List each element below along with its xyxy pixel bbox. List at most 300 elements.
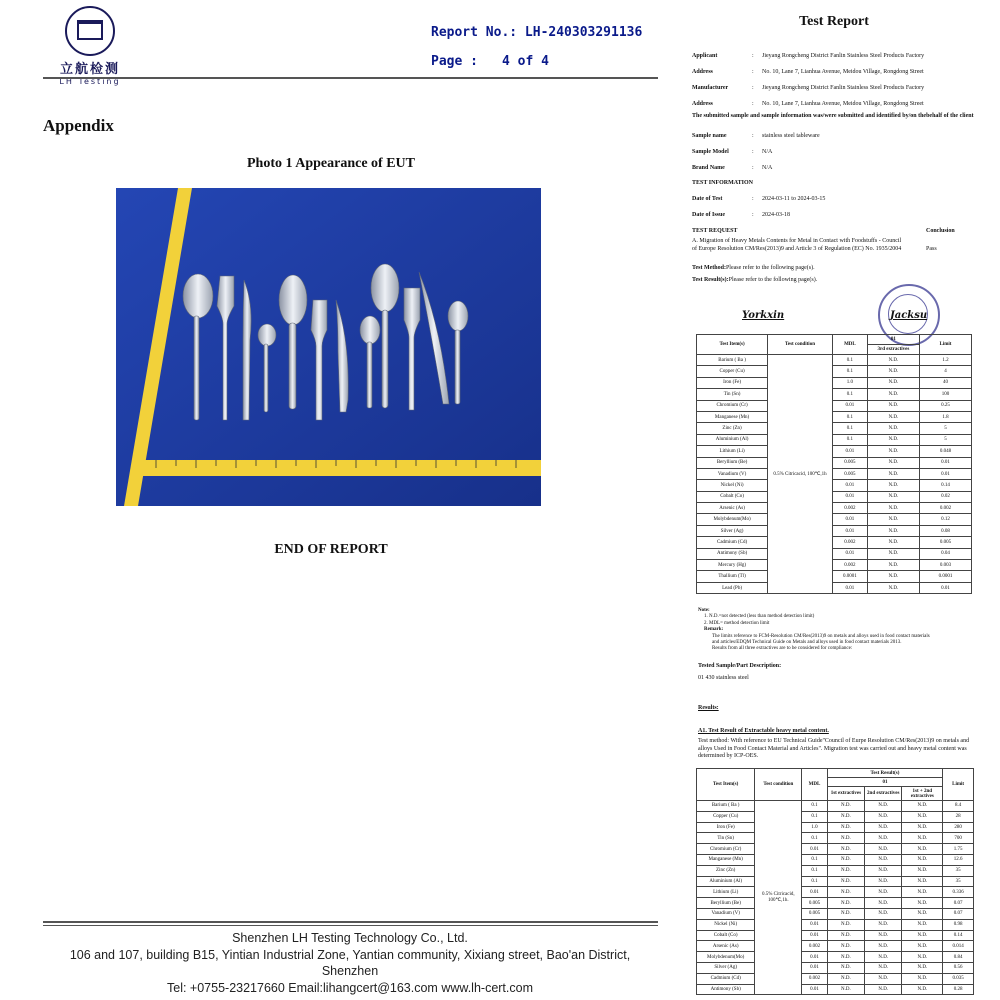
footer-contact: Tel: +0755-23217660 Email:lihangcert@163.com www.lh-cert.com: [167, 980, 533, 995]
table-cell: 0.14: [943, 930, 974, 941]
table-cell: Silver (Ag): [697, 525, 768, 536]
table-cell: 0.01: [832, 582, 867, 593]
field-value: stainless steel tableware: [762, 133, 820, 139]
table-cell: N.D.: [865, 811, 902, 822]
table-row: [697, 411, 972, 422]
photo-title: Photo 1 Appearance of EUT: [247, 156, 415, 171]
field-value: No. 10, Lane 7, Lianhua Avenue, Meidou Village, Rongdong Street: [762, 69, 924, 75]
table-cell: N.D.: [867, 480, 919, 491]
table-cell: 0.08: [919, 525, 971, 536]
table-row: [697, 984, 974, 995]
table-cell: Aluminium (Al): [697, 876, 755, 887]
table-cell: N.D.: [865, 941, 902, 952]
table-cell: 0.1: [832, 366, 867, 377]
table-cell: Cobalt (Co): [697, 930, 755, 941]
table-cell: N.D.: [865, 908, 902, 919]
table-cell: 0.003: [919, 560, 971, 571]
table-cell: N.D.: [902, 941, 943, 952]
table-cell: 1.8: [919, 411, 971, 422]
table-cell: N.D.: [827, 865, 864, 876]
table-cell: 0.1: [832, 355, 867, 366]
table-cell: Cadmium (Cd): [697, 537, 768, 548]
table-cell: N.D.: [902, 908, 943, 919]
table-cell: Aluminium (Al): [697, 434, 768, 445]
table-cell: Arsenic (As): [697, 941, 755, 952]
table-cell: 0.002: [832, 503, 867, 514]
field-label: Applicant: [692, 53, 718, 59]
table-cell: 0.005: [802, 898, 827, 909]
table-cell: 0.01: [832, 446, 867, 457]
table-row: [697, 446, 972, 457]
table-row: [697, 973, 974, 984]
table-cell: Vanadium (V): [697, 908, 755, 919]
table-cell: N.D.: [827, 898, 864, 909]
table-row: [697, 876, 974, 887]
table-cell: 40: [919, 377, 971, 388]
table-cell: N.D.: [902, 919, 943, 930]
logo-emblem-icon: [65, 6, 115, 56]
table-cell: 0.005: [802, 908, 827, 919]
table-row: [697, 930, 974, 941]
table-cell: 0.005: [832, 468, 867, 479]
signature-1: Yorkxin: [742, 310, 785, 321]
table-cell: N.D.: [827, 876, 864, 887]
table-row: [697, 457, 972, 468]
table-subheader: 1st extractives: [827, 787, 864, 801]
table-cell: N.D.: [867, 423, 919, 434]
table-cell: 0.005: [919, 537, 971, 548]
a1-text: Test method: With reference to EU Technical Guide"Council of Eurpe Resolution CM/Res(2013)9 on metals and alloys Used in Food Contact Material and Articles". Migration test was carried out and heavy metal content was determined by ICP-OES.: [698, 738, 970, 759]
table-cell: Manganese (Mn): [697, 411, 768, 422]
table-cell: N.D.: [865, 844, 902, 855]
table-cell: N.D.: [902, 876, 943, 887]
table-cell: Zinc (Zn): [697, 423, 768, 434]
table-cell: Antimony (Sb): [697, 548, 768, 559]
table-cell: 1.0: [832, 377, 867, 388]
table-cell: Beryllium (Be): [697, 898, 755, 909]
table-cell: N.D.: [865, 801, 902, 812]
table-cell: 0.56: [943, 962, 974, 973]
table-cell: 0.002: [919, 503, 971, 514]
table-subheader: 1st + 2nd extractives: [902, 787, 943, 801]
logo-chinese-text: 立航检测: [59, 62, 120, 77]
table-cell: 0.01: [802, 844, 827, 855]
table-cell: 0.002: [832, 560, 867, 571]
table-row: [697, 941, 974, 952]
table-cell: N.D.: [827, 908, 864, 919]
table-cell: N.D.: [867, 468, 919, 479]
table-cell: N.D.: [902, 801, 943, 812]
field-label: Manufacturer: [692, 85, 729, 91]
table-cell: Lithium (Li): [697, 446, 768, 457]
table-cell: 0.01: [832, 525, 867, 536]
table-cell: Molybdenum(Mo): [697, 952, 755, 963]
test-method-label: Test Method:: [692, 265, 726, 271]
table-row: [697, 366, 972, 377]
table-cell: 0.1: [832, 411, 867, 422]
table-cell: 0.25: [919, 400, 971, 411]
table-cell: N.D.: [865, 952, 902, 963]
table-cell: N.D.: [827, 930, 864, 941]
table-cell: 0.01: [802, 952, 827, 963]
test-request-heading: TEST REQUEST: [692, 228, 738, 234]
footer: [30, 930, 670, 996]
field-value: No. 10, Lane 7, Lianhua Avenue, Meidou Village, Rongdong Street: [762, 101, 924, 107]
table-cell: N.D.: [827, 801, 864, 812]
table-cell: 28: [943, 811, 974, 822]
table-cell: Tin (Sn): [697, 833, 755, 844]
table-cell: N.D.: [867, 548, 919, 559]
test-report-title: Test Report: [799, 14, 869, 29]
table-cell: N.D.: [867, 400, 919, 411]
table-cell: N.D.: [902, 865, 943, 876]
table-cell: N.D.: [865, 962, 902, 973]
table-row: [697, 811, 974, 822]
test-result-label: Test Result(s):: [692, 277, 729, 283]
table-cell: 0.07: [943, 898, 974, 909]
note-line: 1. N.D.=not detected (less than method detection limit): [704, 614, 815, 620]
table-cell: 0.0001: [832, 571, 867, 582]
logo-english-text: LH Testing: [59, 77, 121, 86]
table-cell: 0.0001: [919, 571, 971, 582]
table-header: Test Item(s): [697, 335, 768, 355]
table-cell: Mercury (Hg): [697, 560, 768, 571]
table-cell: N.D.: [865, 984, 902, 995]
table-cell: 0.01: [802, 984, 827, 995]
table-header: Test condition: [768, 335, 833, 355]
note-line: Remark:: [704, 627, 724, 633]
table-cell: 1.0: [802, 822, 827, 833]
table-row: [697, 548, 972, 559]
table-cell: 0.1: [832, 434, 867, 445]
table-header: Limit: [943, 769, 974, 801]
test-condition-cell: 0.5% Citricacid, 100℃,1h: [768, 355, 833, 594]
table-cell: N.D.: [902, 898, 943, 909]
table-row: [697, 514, 972, 525]
table-row: [697, 962, 974, 973]
table-row: [697, 854, 974, 865]
table-cell: 0.01: [919, 582, 971, 593]
page-label: Page :: [431, 54, 478, 69]
table-cell: N.D.: [902, 822, 943, 833]
table-cell: N.D.: [827, 941, 864, 952]
results-heading: Results:: [698, 705, 719, 711]
field-value: N/A: [762, 165, 773, 171]
table-cell: 0.01: [802, 887, 827, 898]
table-cell: N.D.: [865, 876, 902, 887]
table-cell: Manganese (Mn): [697, 854, 755, 865]
table-cell: 0.01: [802, 930, 827, 941]
table-cell: N.D.: [902, 930, 943, 941]
table-cell: N.D.: [865, 854, 902, 865]
table-header-sample: 01: [827, 778, 943, 787]
report-page-right: Test Report Applicant : Jieyang Rongcheng District Fanlin Stainless Steel Products Factory Address : No. 10, Lane 7, Lianhua Avenue, Meidou Village, Rongdong Street Manufacturer : Jieyang Rongcheng District Fanlin Stainless Steel Products Factory Address : No. 10, Lane 7, Lianhua Avenue, Meidou Village, Rongdong Street The submitted sample and sample information was/were submitted and identified by/on thebehalf of the client Sample name : stainless steel tableware Sample Model : N/A Brand Name : N/A TEST INFORMATION Date of Test : 2024-03-11 to 2024-03-15 Date of Issue : 2024-03-18 TEST REQUEST Conclusion A. Migration of Heavy Metals Contents for Metal in Contact with Foodstuffs - Council of Europe Resolution CM/Res(2013)9 and Article 3 of Regulation (EC) No. 1935/2004 Pass Test Method:Please refer to the following page(s). Test Result(s):Please refer to the following page(s). Yorkxin Jacksu Test Item(s) Test condition MDL 01 Limit 3rd extractives Barium ( Ba ) 0.5% Citricacid, 100℃,1h 0.1 N.D. 1.2 Copper (Cu) 0.1 N.D. 4 Iron (Fe) 1.0 N.D. 40 Tin (Sn) 0.1 N.D. 100 Chromium (Cr) 0.01 N.D. 0.25 Manganese (Mn) 0.1 N.D. 1.8 Zinc (Zn) 0.1 N.D. 5 Aluminium (Al) 0.1 N.D. 5 Lithium (Li) 0.01 N.D. 0.048 Beryllium (Be) 0.005 N.D. 0.01 Vanadium (V) 0.005 N.D. 0.01 Nickel (Ni) 0.01 N.D. 0.14 Cobalt (Co) 0.01 N.D. 0.02 Arsenic (As) 0.002 N.D. 0.002 Molybdenum(Mo) 0.01 N.D. 0.12 Silver (Ag) 0.01 N.D. 0.08 Cadmium (Cd) 0.002 N.D. 0.005 Antimony (Sb) 0.01 N.D. 0.04 Mercury (Hg) 0.002 N.D. 0.003 Thallium (Tl) 0.0001 N.D. 0.0001 Lead (Pb) 0.01 N.D. 0.01 Note: 1. N.D.=not detected (less than method detection limit) 2. MDL= method detection limit Remark: The limits reference to FCM-Resolution CM/Res(2013)9 on metals and alloys used in food contact materials and articles/EDQM Technical Guide on Metals and alloys used in food contact materials 2013. Results from all three extractives are to be considered for compliance: Tested Sample/Part Description: 01 430 stainless steel Results: A1. Test Result of Extractable heavy metal content. Test method: With reference to EU Technical Guide"Council of Eurpe Resolution CM/Res(2013)9 on metals and alloys Used in Food Contact Material and Articles". Migration test was carried out and heavy metal content was determined by ICP-OES. Test Item(s) Test condition MDL Test Result(s) Limit 01 1st extractives 2nd extractives 1st + 2nd extractives Barium ( Ba ) 0.5% Citricacid, 100℃,1h. 0.1 N.D. N.D. N.D. 8.4 Copper (Cu) 0.1 N.D. N.D. N.D. 28 Iron (Fe) 1.0 N.D. N.D. N.D. 280 Tin (Sn) 0.1 N.D. N.D. N.D. 700 Chromium (Cr) 0.01 N.D. N.D. N.D. 1.75 Manganese (Mn) 0.1 N.D. N.D. N.D. 12.6 Zinc (Zn) 0.1 N.D. N.D. N.D. 35 Aluminium (Al) 0.1 N.D. N.D. N.D. 35 Lithium (Li) 0.01 N.D. N.D. N.D. 0.336 Beryllium (Be) 0.005 N.D. N.D. N.D. 0.07 Vanadium (V) 0.005 N.D. N.D. N.D. 0.07 Nickel (Ni) 0.01 N.D. N.D. N.D. 0.98 Cobalt (Co) 0.01 N.D. N.D. N.D. 0.14 Arsenic (As) 0.002 N.D. N.D. N.D. 0.014 Molybdenum(Mo) 0.01 N.D. N.D. N.D. 0.84 Silver (Ag) 0.01 N.D. N.D. N.D. 0.56 Cadmium (Cd) 0.002 N.D. N.D. N.D. 0.035 Antimony (Sb) 0.01 N.D. N.D. N.D. 0.28: [668, 0, 1000, 1000]
table-cell: 700: [943, 833, 974, 844]
table-cell: Chromium (Cr): [697, 400, 768, 411]
table-cell: N.D.: [867, 514, 919, 525]
table-cell: N.D.: [867, 366, 919, 377]
table-row: [697, 822, 974, 833]
table-cell: N.D.: [865, 919, 902, 930]
table-cell: 0.12: [919, 514, 971, 525]
table-cell: 0.07: [943, 908, 974, 919]
field-label: Date of Test: [692, 196, 723, 202]
cutlery-photo-illustration: [116, 188, 541, 506]
table-row: [697, 887, 974, 898]
footer-divider: [43, 921, 658, 923]
note-line: 2. MDL= method detection limit: [704, 620, 770, 626]
table-cell: 0.005: [832, 457, 867, 468]
table-cell: 0.048: [919, 446, 971, 457]
table-cell: 0.336: [943, 887, 974, 898]
table-row: [697, 423, 972, 434]
table-cell: N.D.: [867, 411, 919, 422]
table-cell: N.D.: [827, 822, 864, 833]
table-cell: N.D.: [902, 973, 943, 984]
table-cell: 1.75: [943, 844, 974, 855]
table-cell: N.D.: [867, 503, 919, 514]
table-cell: N.D.: [827, 887, 864, 898]
results-table-1: [696, 334, 972, 594]
table-cell: N.D.: [867, 355, 919, 366]
table-cell: N.D.: [827, 844, 864, 855]
table-cell: N.D.: [865, 973, 902, 984]
table-cell: Cobalt (Co): [697, 491, 768, 502]
table-header: MDL: [832, 335, 867, 355]
table-cell: 0.04: [919, 548, 971, 559]
table-cell: N.D.: [902, 984, 943, 995]
table-cell: 0.002: [802, 973, 827, 984]
table-cell: N.D.: [827, 919, 864, 930]
test-request-text: A. Migration of Heavy Metals Contents for Metal in Contact with Foodstuffs - Council of Europe Resolution CM/Res(2013)9 and Article 3 of Regulation (EC) No. 1935/2004: [692, 238, 902, 252]
table-cell: 0.1: [832, 423, 867, 434]
table-row: [697, 833, 974, 844]
table-cell: 5: [919, 434, 971, 445]
table-cell: Beryllium (Be): [697, 457, 768, 468]
table-cell: 0.84: [943, 952, 974, 963]
table-cell: Thallium (Tl): [697, 571, 768, 582]
table-cell: 0.002: [832, 537, 867, 548]
eut-photo: [116, 188, 541, 506]
table-cell: 35: [943, 865, 974, 876]
field-label: Sample Model: [692, 149, 729, 155]
table-header: MDL: [802, 769, 827, 801]
table-cell: N.D.: [865, 930, 902, 941]
table-row: [697, 480, 972, 491]
table-cell: 4: [919, 366, 971, 377]
table-row: [697, 434, 972, 445]
table-row: [697, 898, 974, 909]
table-cell: 0.002: [802, 941, 827, 952]
table-cell: 0.01: [832, 491, 867, 502]
table-cell: 0.01: [802, 962, 827, 973]
table-header: Test Item(s): [697, 769, 755, 801]
table-cell: Iron (Fe): [697, 377, 768, 388]
table-cell: Barium ( Ba ): [697, 801, 755, 812]
table-cell: 0.98: [943, 919, 974, 930]
table-header: 01: [867, 335, 919, 345]
field-value: Jieyang Rongcheng District Fanlin Stainless Steel Products Factory: [762, 53, 925, 59]
table-cell: 5: [919, 423, 971, 434]
table-cell: N.D.: [827, 952, 864, 963]
table-cell: N.D.: [867, 491, 919, 502]
table-cell: Tin (Sn): [697, 389, 768, 400]
table-cell: 12.6: [943, 854, 974, 865]
table-cell: 0.14: [919, 480, 971, 491]
header-divider: [43, 77, 658, 79]
a1-title: A1. Test Result of Extractable heavy metal content.: [698, 728, 829, 734]
table-cell: Lead (Pb): [697, 582, 768, 593]
table-cell: 1.2: [919, 355, 971, 366]
sample-desc-label: Tested Sample/Part Description:: [698, 663, 782, 669]
table-cell: 0.014: [943, 941, 974, 952]
table-cell: 8.4: [943, 801, 974, 812]
table-cell: 0.01: [802, 919, 827, 930]
test-method-text: Please refer to the following page(s).: [725, 265, 815, 271]
table-cell: N.D.: [867, 389, 919, 400]
appendix-heading: Appendix: [43, 116, 114, 135]
table-cell: 0.1: [802, 811, 827, 822]
table-cell: 0.01: [832, 514, 867, 525]
table-cell: 280: [943, 822, 974, 833]
field-label: Sample name: [692, 133, 727, 139]
table-cell: Molybdenum(Mo): [697, 514, 768, 525]
table-cell: N.D.: [867, 537, 919, 548]
table-cell: 0.28: [943, 984, 974, 995]
table-cell: N.D.: [867, 434, 919, 445]
table-cell: 0.01: [919, 468, 971, 479]
table-cell: 0.01: [832, 480, 867, 491]
table-row: [697, 908, 974, 919]
test-result-text: Please refer to the following page(s).: [728, 277, 818, 283]
test-info-heading: TEST INFORMATION: [692, 180, 753, 186]
table-cell: N.D.: [867, 582, 919, 593]
table-cell: N.D.: [902, 833, 943, 844]
field-label: Address: [692, 101, 713, 107]
footer-company: Shenzhen LH Testing Technology Co., Ltd.: [232, 931, 468, 945]
table-cell: N.D.: [902, 952, 943, 963]
table-cell: Barium ( Ba ): [697, 355, 768, 366]
table-cell: 0.1: [802, 876, 827, 887]
footer-address-1: 106 and 107, building B15, Yintian Industrial Zone, Yantian community, Xixiang street, Bao'an District,: [69, 947, 631, 962]
notes-block: [698, 608, 988, 653]
test-condition-cell: 0.5% Citricacid, 100℃,1h.: [755, 801, 802, 995]
table-cell: N.D.: [902, 844, 943, 855]
table-row: [697, 865, 974, 876]
table-cell: Cadmium (Cd): [697, 973, 755, 984]
sample-desc: 01 430 stainless steel: [698, 675, 749, 681]
table-cell: N.D.: [865, 833, 902, 844]
test-result-line: [692, 277, 984, 285]
table-row: [697, 571, 972, 582]
field-value: Jieyang Rongcheng District Fanlin Stainless Steel Products Factory: [762, 85, 925, 91]
table-cell: N.D.: [902, 887, 943, 898]
table-cell: Chromium (Cr): [697, 844, 755, 855]
table-row: [697, 844, 974, 855]
table-row: [697, 400, 972, 411]
table-row: [697, 952, 974, 963]
note-line: The limits reference to FCM-Resolution CM/Res(2013)9 on metals and alloys used in food contact materials: [712, 633, 930, 639]
signature-2: Jacksu: [890, 310, 928, 321]
page-indicator: [431, 54, 549, 69]
table-cell: Silver (Ag): [697, 962, 755, 973]
table-cell: N.D.: [867, 560, 919, 571]
page-value: 4 of 4: [501, 54, 549, 69]
table-cell: Iron (Fe): [697, 822, 755, 833]
table-cell: Nickel (Ni): [697, 919, 755, 930]
table-row: [697, 582, 972, 593]
table-cell: Vanadium (V): [697, 468, 768, 479]
table-cell: N.D.: [827, 811, 864, 822]
table-row: [697, 537, 972, 548]
table-cell: N.D.: [865, 865, 902, 876]
table-cell: N.D.: [865, 898, 902, 909]
note-line: Note:: [698, 608, 710, 613]
field-value: 2024-03-18: [762, 212, 790, 218]
table-cell: Lithium (Li): [697, 887, 755, 898]
table-header: Test Result(s): [827, 769, 943, 778]
table-cell: N.D.: [867, 571, 919, 582]
table-cell: 0.035: [943, 973, 974, 984]
table-cell: Zinc (Zn): [697, 865, 755, 876]
table-subheader: 3rd extractives: [867, 345, 919, 355]
field-label: Address: [692, 69, 713, 75]
field-value: N/A: [762, 149, 773, 155]
table-cell: Copper (Cu): [697, 366, 768, 377]
table-cell: N.D.: [902, 811, 943, 822]
table-cell: N.D.: [867, 457, 919, 468]
table-cell: N.D.: [827, 854, 864, 865]
table-cell: 35: [943, 876, 974, 887]
note-line: Results from all three extractives are to be considered for compliance:: [712, 646, 853, 652]
table-row: [697, 377, 972, 388]
table-cell: N.D.: [827, 962, 864, 973]
table-cell: 0.1: [802, 833, 827, 844]
table-row: [697, 389, 972, 400]
table-row: [697, 503, 972, 514]
company-logo: [50, 6, 130, 86]
table-cell: N.D.: [827, 973, 864, 984]
test-method-line: [692, 265, 984, 273]
table-cell: 100: [919, 389, 971, 400]
field-value: 2024-03-11 to 2024-03-15: [762, 196, 826, 202]
table-cell: 0.01: [832, 400, 867, 411]
conclusion-value: Pass: [926, 246, 937, 252]
conclusion-heading: Conclusion: [926, 228, 955, 234]
table-cell: N.D.: [867, 377, 919, 388]
table-row: [697, 491, 972, 502]
table-header: Limit: [919, 335, 971, 355]
table-row: [697, 468, 972, 479]
table-cell: 0.01: [832, 548, 867, 559]
table-cell: N.D.: [827, 833, 864, 844]
table-cell: 0.02: [919, 491, 971, 502]
note-line: and articles/EDQM Technical Guide on Metals and alloys used in food contact materials 2013.: [712, 640, 902, 646]
table-cell: Arsenic (As): [697, 503, 768, 514]
table-cell: 0.1: [802, 865, 827, 876]
field-label: Date of Issue: [692, 212, 725, 218]
table-cell: Antimony (Sb): [697, 984, 755, 995]
table-cell: 0.1: [802, 801, 827, 812]
table-cell: N.D.: [902, 854, 943, 865]
results-table-2: [696, 768, 974, 995]
end-of-report: END OF REPORT: [274, 542, 388, 557]
report-number: Report No.: LH-240303291136: [431, 25, 643, 40]
table-cell: N.D.: [865, 822, 902, 833]
submitted-note: The submitted sample and sample information was/were submitted and identified by/on thebehalf of the client: [692, 113, 974, 119]
field-label: Brand Name: [692, 165, 725, 171]
table-cell: 0.1: [832, 389, 867, 400]
